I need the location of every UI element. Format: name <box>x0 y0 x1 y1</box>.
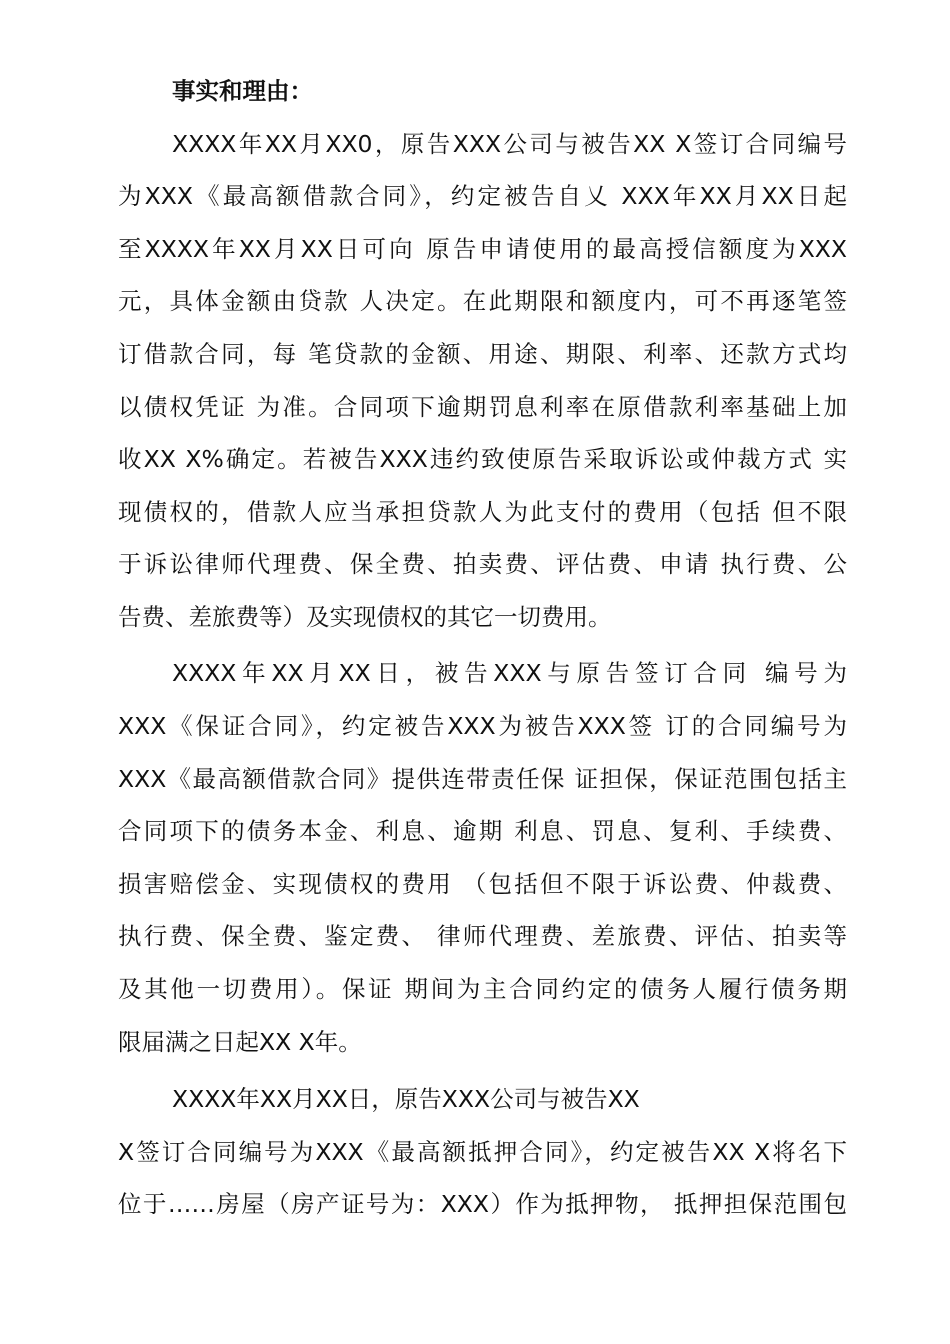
paragraph-1-line-8: 现债权的，借款人应当承担贷款人为此支付的费用（包括 但不限 <box>118 498 847 526</box>
paragraph-1-line-1: XXXX年XX月XX0，原告XXX公司与被告XX X签订合同编号 <box>172 130 847 158</box>
paragraph-1-line-9: 于诉讼律师代理费、保全费、拍卖费、评估费、申请 执行费、公 <box>118 550 847 578</box>
paragraph-3-line-2: X签订合同编号为XXX《最高额抵押合同》，约定被告XX X将名下 <box>118 1138 847 1166</box>
paragraph-3-line-3: 位于……房屋（房产证号为：XXX）作为抵押物， 抵押担保范围包 <box>118 1190 847 1218</box>
paragraph-1-line-2: 为XXX《最高额借款合同》，约定被告自乂 XXX年XX月XX日起 <box>118 182 847 210</box>
paragraph-1-line-7: 收XX X%确定。若被告XXX违约致使原告采取诉讼或仲裁方式 实 <box>118 445 847 473</box>
paragraph-2-line-2: XXX《保证合同》，约定被告XXX为被告XXX签 订的合同编号为 <box>118 712 847 740</box>
paragraph-3-line-1: XXXX年XX月XX日，原告XXX公司与被告XX <box>172 1085 640 1113</box>
paragraph-1-line-5: 订借款合同，每 笔贷款的金额、用途、期限、利率、还款方式均 <box>118 340 847 368</box>
paragraph-2-line-5: 损害赔偿金、实现债权的费用 （包括但不限于诉讼费、仲裁费、 <box>118 870 847 898</box>
paragraph-2-line-8: 限届满之日起XX X年。 <box>118 1028 362 1056</box>
paragraph-1-line-4: 元，具体金额由贷款 人决定。在此期限和额度内，可不再逐笔签 <box>118 287 847 315</box>
paragraph-2-line-4: 合同项下的债务本金、利息、逾期 利息、罚息、复利、手续费、 <box>118 817 847 845</box>
paragraph-2-line-1: XXXX年XX月XX日，被告XXX与原告签订合同 编号为 <box>172 659 847 687</box>
paragraph-2-line-6: 执行费、保全费、鉴定费、 律师代理费、差旅费、评估、拍卖等 <box>118 922 847 950</box>
paragraph-2-line-7: 及其他一切费用）。保证 期间为主合同约定的债务人履行债务期 <box>118 975 847 1003</box>
section-heading: 事实和理由： <box>172 77 313 105</box>
paragraph-1-line-3: 至XXXX年XX月XX日可向 原告申请使用的最高授信额度为XXX <box>118 235 847 263</box>
paragraph-1-line-6: 以债权凭证 为准。合同项下逾期罚息利率在原借款利率基础上加 <box>118 393 847 421</box>
paragraph-2-line-3: XXX《最高额借款合同》提供连带责任保 证担保，保证范围包括主 <box>118 765 847 793</box>
paragraph-1-line-10: 告费、差旅费等）及实现债权的其它一切费用。 <box>118 603 612 631</box>
